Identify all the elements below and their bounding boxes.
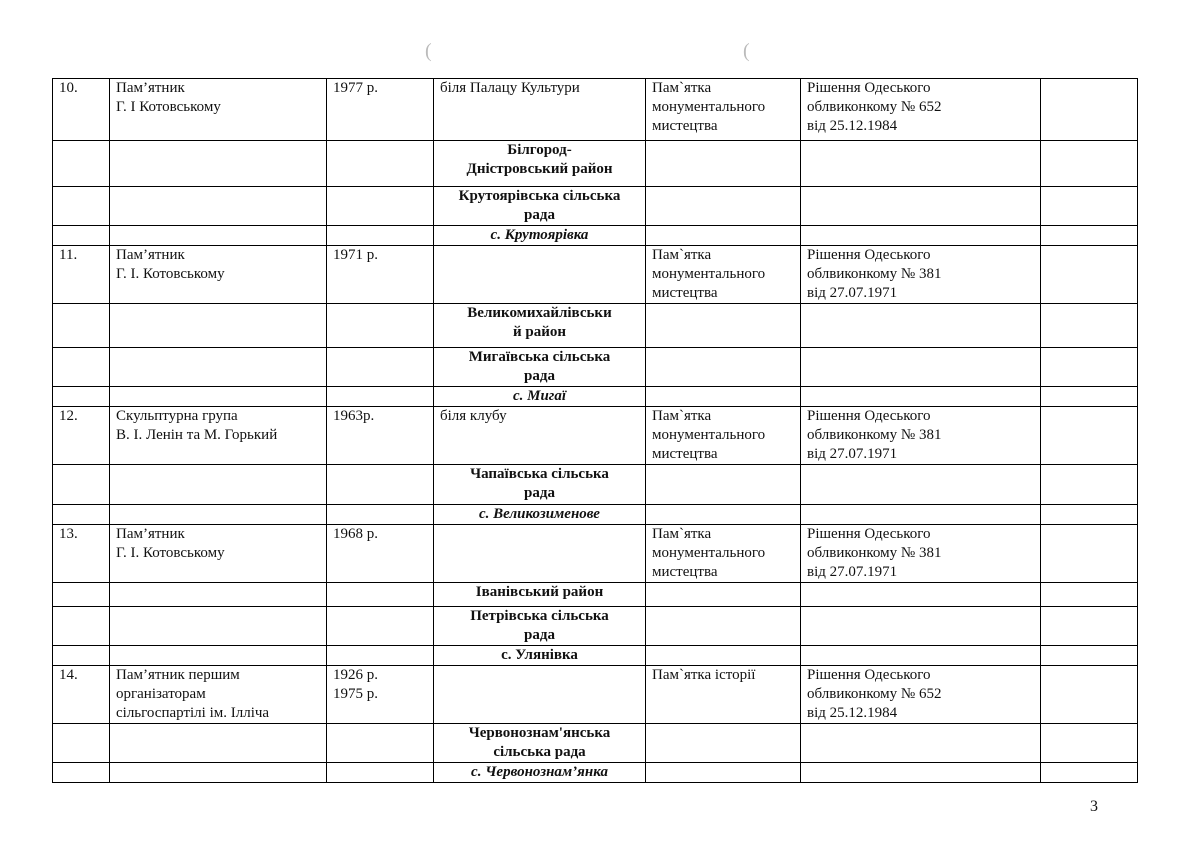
- empty-cell: [646, 583, 801, 607]
- empty-cell: [1041, 79, 1138, 141]
- empty-cell: [1041, 141, 1138, 187]
- table-row: [53, 141, 1138, 187]
- empty-cell: [110, 387, 327, 407]
- empty-cell: [327, 387, 434, 407]
- empty-cell: [801, 583, 1041, 607]
- empty-cell: [327, 141, 434, 187]
- page-number: 3: [1090, 798, 1098, 815]
- empty-cell: [646, 226, 801, 246]
- decision-cell-line: Рішення Одеського: [807, 667, 931, 683]
- empty-cell: [1041, 387, 1138, 407]
- monument-type-cell-line: Пам`ятка: [652, 247, 712, 263]
- table-row: [53, 465, 1138, 505]
- empty-cell: [110, 141, 327, 187]
- empty-cell: [53, 141, 110, 187]
- date-cell: [327, 79, 434, 141]
- monument-type-cell-line: мистецтва: [652, 564, 718, 580]
- council-title-cell-line: рада: [524, 627, 555, 643]
- empty-cell: [53, 465, 110, 505]
- item-number-cell-line: 10.: [59, 80, 78, 96]
- empty-cell: [1041, 407, 1138, 465]
- empty-cell: [1041, 666, 1138, 724]
- empty-cell: [646, 465, 801, 505]
- item-number-cell: [53, 79, 110, 141]
- empty-cell: [646, 763, 801, 783]
- council-title-cell: [434, 465, 646, 505]
- monument-type-cell-line: монументального: [652, 427, 766, 443]
- village-title-cell-line: с. Улянівка: [501, 647, 578, 663]
- council-title-cell-line: рада: [524, 368, 555, 384]
- empty-cell: [1041, 583, 1138, 607]
- item-number-cell: [53, 525, 110, 583]
- monument-type-cell: [646, 79, 801, 141]
- table-row: [53, 187, 1138, 226]
- date-cell: [327, 246, 434, 304]
- table-row: [53, 246, 1138, 304]
- empty-cell: [801, 304, 1041, 348]
- empty-cell: [646, 348, 801, 387]
- table-row: [53, 724, 1138, 763]
- decision-cell-line: облвиконкому № 652: [807, 686, 942, 702]
- empty-cell: [110, 583, 327, 607]
- decision-cell-line: від 25.12.1984: [807, 118, 898, 134]
- date-cell-line: 1968 р.: [333, 526, 378, 542]
- monument-type-cell-line: монументального: [652, 545, 766, 561]
- empty-cell: [53, 387, 110, 407]
- monument-type-cell-line: мистецтва: [652, 118, 718, 134]
- empty-cell: [327, 465, 434, 505]
- district-title-cell-line: Іванівський район: [475, 584, 604, 600]
- empty-cell: [53, 187, 110, 226]
- monument-name-cell-line: Г. І. Котовському: [116, 545, 225, 561]
- scan-mark: (: [425, 40, 432, 62]
- empty-cell: [801, 465, 1041, 505]
- decision-cell-line: від 25.12.1984: [807, 705, 898, 721]
- village-title-cell-line: с. Великозименове: [479, 506, 600, 522]
- empty-cell: [327, 226, 434, 246]
- empty-cell: [53, 646, 110, 666]
- village-title-cell: [434, 646, 646, 666]
- monument-type-cell: [646, 246, 801, 304]
- empty-cell: [110, 348, 327, 387]
- decision-cell-line: від 27.07.1971: [807, 564, 898, 580]
- empty-cell: [646, 724, 801, 763]
- table-row: [53, 525, 1138, 583]
- empty-cell: [646, 187, 801, 226]
- monument-name-cell-line: організаторам: [116, 686, 206, 702]
- monument-name-cell-line: Пам’ятник: [116, 80, 185, 96]
- decision-cell-line: облвиконкому № 381: [807, 266, 942, 282]
- empty-cell: [110, 187, 327, 226]
- decision-cell-line: облвиконкому № 381: [807, 427, 942, 443]
- table-row: [53, 607, 1138, 646]
- decision-cell-line: від 27.07.1971: [807, 446, 898, 462]
- council-title-cell-line: Крутоярівська сільська: [458, 188, 621, 204]
- table-row: [53, 666, 1138, 724]
- village-title-cell-line: с. Червонознам’янка: [471, 764, 608, 780]
- monument-type-cell-line: Пам`ятка: [652, 408, 712, 424]
- empty-cell: [110, 505, 327, 525]
- date-cell-line: 1963р.: [333, 408, 375, 424]
- location-cell-line: біля клубу: [440, 408, 507, 424]
- table-row: [53, 505, 1138, 525]
- empty-cell: [53, 226, 110, 246]
- item-number-cell: [53, 246, 110, 304]
- empty-cell: [801, 387, 1041, 407]
- monument-type-cell: [646, 525, 801, 583]
- district-title-cell-line: й район: [512, 324, 567, 340]
- empty-cell: [53, 607, 110, 646]
- monument-name-cell: [110, 666, 327, 724]
- monument-name-cell: [110, 79, 327, 141]
- council-title-cell-line: Петрівська сільська: [470, 608, 609, 624]
- empty-cell: [646, 607, 801, 646]
- monument-type-cell-line: монументального: [652, 99, 766, 115]
- empty-cell: [327, 187, 434, 226]
- decision-cell: [801, 525, 1041, 583]
- empty-cell: [801, 348, 1041, 387]
- empty-cell: [1041, 763, 1138, 783]
- empty-cell: [1041, 525, 1138, 583]
- empty-cell: [327, 304, 434, 348]
- empty-cell: [801, 607, 1041, 646]
- monument-type-cell-line: мистецтва: [652, 285, 718, 301]
- monument-name-cell: [110, 407, 327, 465]
- monument-name-cell: [110, 246, 327, 304]
- village-title-cell: [434, 387, 646, 407]
- empty-cell: [327, 724, 434, 763]
- empty-cell: [110, 304, 327, 348]
- item-number-cell-line: 14.: [59, 667, 78, 683]
- village-title-cell-line: с. Мигаї: [512, 388, 567, 404]
- date-cell: [327, 525, 434, 583]
- council-title-cell: [434, 724, 646, 763]
- empty-cell: [53, 763, 110, 783]
- decision-cell-line: Рішення Одеського: [807, 80, 931, 96]
- monument-type-cell-line: Пам`ятка: [652, 80, 712, 96]
- item-number-cell: [53, 407, 110, 465]
- empty-cell: [327, 348, 434, 387]
- decision-cell-line: облвиконкому № 652: [807, 99, 942, 115]
- district-title-cell: [434, 141, 646, 187]
- empty-cell: [53, 583, 110, 607]
- empty-cell: [327, 607, 434, 646]
- empty-cell: [110, 724, 327, 763]
- date-cell-line: 1977 р.: [333, 80, 378, 96]
- empty-cell: [327, 763, 434, 783]
- empty-cell: [53, 724, 110, 763]
- monument-type-cell: [646, 407, 801, 465]
- empty-cell: [110, 226, 327, 246]
- date-cell-line: 1975 р.: [333, 686, 378, 702]
- scan-mark: (: [743, 40, 750, 62]
- empty-cell: [53, 505, 110, 525]
- item-number-cell-line: 11.: [59, 247, 78, 263]
- empty-cell: [801, 505, 1041, 525]
- monument-type-cell: [646, 666, 801, 724]
- empty-cell: [801, 763, 1041, 783]
- district-title-cell-line: Дністровський район: [466, 161, 613, 177]
- monument-type-cell-line: монументального: [652, 266, 766, 282]
- location-cell-line: біля Палацу Культури: [440, 80, 580, 96]
- empty-cell: [801, 226, 1041, 246]
- empty-cell: [1041, 246, 1138, 304]
- table-row: [53, 763, 1138, 783]
- location-cell: [434, 246, 646, 304]
- decision-cell: [801, 246, 1041, 304]
- empty-cell: [110, 646, 327, 666]
- empty-cell: [646, 141, 801, 187]
- monument-name-cell-line: Г. І Котовському: [116, 99, 221, 115]
- date-cell-line: 1926 р.: [333, 667, 378, 683]
- council-title-cell: [434, 348, 646, 387]
- monument-type-cell-line: мистецтва: [652, 446, 718, 462]
- empty-cell: [801, 646, 1041, 666]
- empty-cell: [1041, 348, 1138, 387]
- monument-type-cell-line: Пам`ятка: [652, 526, 712, 542]
- table-row: [53, 226, 1138, 246]
- monuments-table: [52, 78, 1138, 783]
- table-row: [53, 304, 1138, 348]
- table-row: [53, 407, 1138, 465]
- empty-cell: [110, 607, 327, 646]
- empty-cell: [110, 465, 327, 505]
- decision-cell-line: Рішення Одеського: [807, 408, 931, 424]
- village-title-cell: [434, 226, 646, 246]
- monument-name-cell-line: Пам’ятник: [116, 247, 185, 263]
- empty-cell: [327, 583, 434, 607]
- council-title-cell-line: рада: [524, 207, 555, 223]
- empty-cell: [646, 387, 801, 407]
- empty-cell: [110, 763, 327, 783]
- decision-cell-line: облвиконкому № 381: [807, 545, 942, 561]
- district-title-cell: [434, 304, 646, 348]
- monument-type-cell-line: Пам`ятка історії: [652, 667, 756, 683]
- empty-cell: [327, 646, 434, 666]
- date-cell-line: 1971 р.: [333, 247, 378, 263]
- monument-name-cell-line: Г. І. Котовському: [116, 266, 225, 282]
- decision-cell-line: Рішення Одеського: [807, 526, 931, 542]
- district-title-cell-line: Білгород-: [507, 142, 572, 158]
- decision-cell-line: Рішення Одеського: [807, 247, 931, 263]
- council-title-cell-line: сільська рада: [493, 744, 586, 760]
- village-title-cell-line: с. Крутоярівка: [490, 227, 589, 243]
- empty-cell: [53, 304, 110, 348]
- empty-cell: [1041, 646, 1138, 666]
- date-cell: [327, 666, 434, 724]
- council-title-cell: [434, 187, 646, 226]
- decision-cell: [801, 407, 1041, 465]
- district-title-cell: [434, 583, 646, 607]
- decision-cell: [801, 79, 1041, 141]
- date-cell: [327, 407, 434, 465]
- empty-cell: [646, 304, 801, 348]
- monument-name-cell-line: сільгоспартілі ім. Ілліча: [116, 705, 270, 721]
- council-title-cell-line: Червонознам'янська: [468, 725, 611, 741]
- monument-name-cell-line: Скульптурна група: [116, 408, 238, 424]
- empty-cell: [1041, 187, 1138, 226]
- council-title-cell-line: Чапаївська сільська: [470, 466, 609, 482]
- table-row: [53, 583, 1138, 607]
- village-title-cell: [434, 763, 646, 783]
- empty-cell: [1041, 724, 1138, 763]
- item-number-cell: [53, 666, 110, 724]
- empty-cell: [53, 348, 110, 387]
- empty-cell: [1041, 465, 1138, 505]
- village-title-cell: [434, 505, 646, 525]
- table-row: [53, 646, 1138, 666]
- location-cell: [434, 79, 646, 141]
- empty-cell: [1041, 304, 1138, 348]
- empty-cell: [646, 505, 801, 525]
- empty-cell: [1041, 226, 1138, 246]
- item-number-cell-line: 13.: [59, 526, 78, 542]
- empty-cell: [646, 646, 801, 666]
- council-title-cell-line: Мигаївська сільська: [468, 349, 611, 365]
- monument-name-cell: [110, 525, 327, 583]
- table-row: [53, 387, 1138, 407]
- empty-cell: [801, 187, 1041, 226]
- location-cell: [434, 407, 646, 465]
- table-row: [53, 348, 1138, 387]
- monument-name-cell-line: Пам’ятник: [116, 526, 185, 542]
- council-title-cell: [434, 607, 646, 646]
- location-cell: [434, 525, 646, 583]
- empty-cell: [801, 141, 1041, 187]
- empty-cell: [1041, 505, 1138, 525]
- monument-name-cell-line: В. І. Ленін та М. Горький: [116, 427, 278, 443]
- monument-name-cell-line: Пам’ятник першим: [116, 667, 240, 683]
- empty-cell: [1041, 607, 1138, 646]
- empty-cell: [327, 505, 434, 525]
- decision-cell-line: від 27.07.1971: [807, 285, 898, 301]
- decision-cell: [801, 666, 1041, 724]
- council-title-cell-line: рада: [524, 485, 555, 501]
- district-title-cell-line: Великомихайлівськи: [467, 305, 612, 321]
- location-cell: [434, 666, 646, 724]
- table-row: [53, 79, 1138, 141]
- empty-cell: [801, 724, 1041, 763]
- item-number-cell-line: 12.: [59, 408, 78, 424]
